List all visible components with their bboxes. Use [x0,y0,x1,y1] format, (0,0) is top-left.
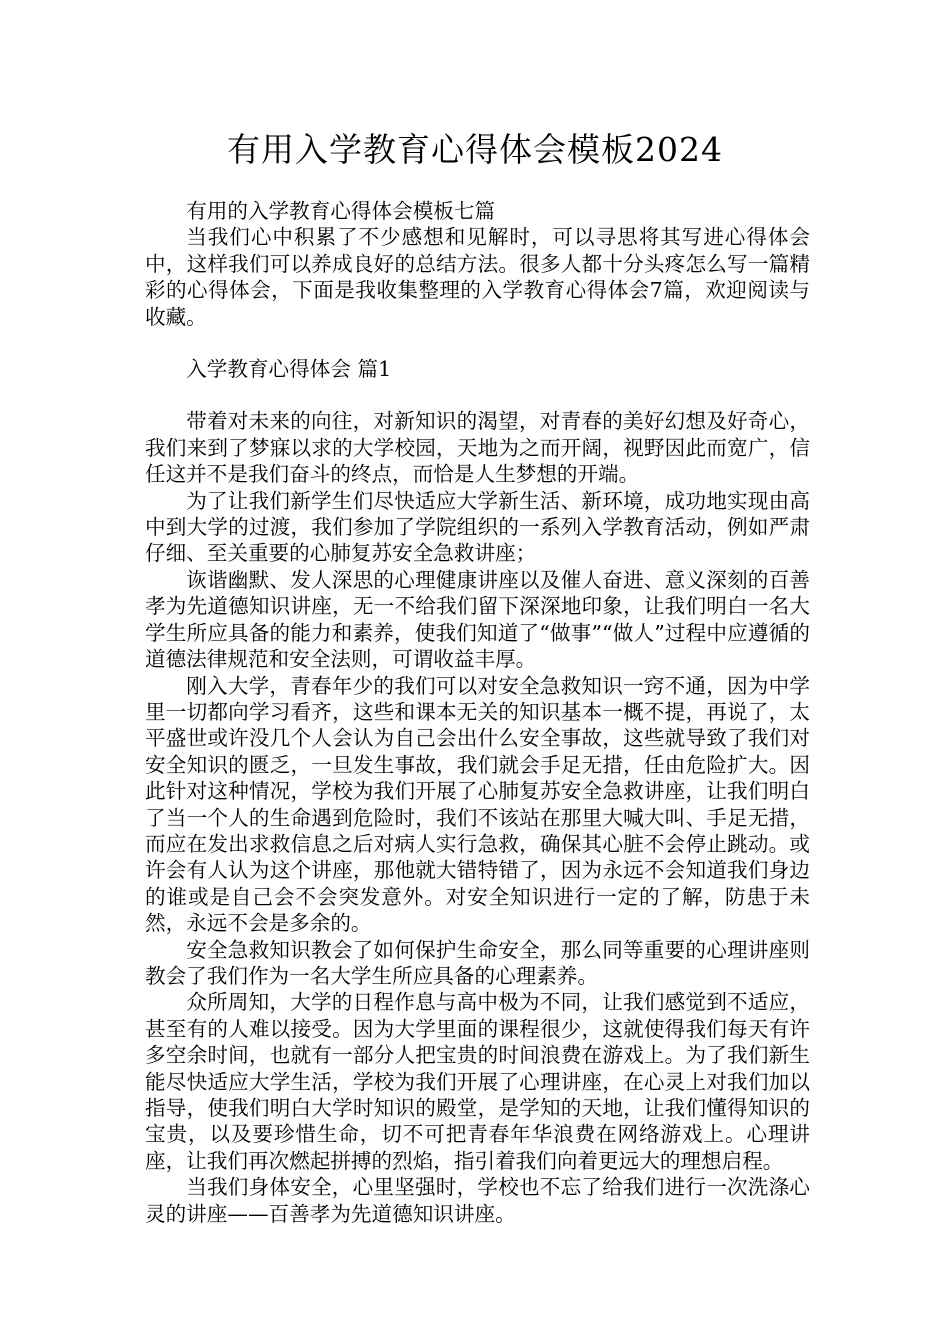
document-title: 有用入学教育心得体会模板2024 [227,130,723,169]
body-paragraph: 当我们身体安全，心里坚强时，学校也不忘了给我们进行一次洗涤心灵的讲座——百善孝为先道德知识讲座。 [145,1175,810,1226]
intro-paragraph: 当我们心中积累了不少感想和见解时，可以寻思将其写进心得体会中，这样我们可以养成良好的总结方法。很多人都十分头疼怎么写一篇精彩的心得体会，下面是我收集整理的入学教育心得体会7篇，欢迎阅读与收藏。 [145,225,810,329]
body-paragraph: 众所周知，大学的日程作息与高中极为不同，让我们感觉到不适应，甚至有的人难以接受。因为大学里面的课程很少，这就使得我们每天有许多空余时间，也就有一部分人把宝贵的时间浪费在游戏上。为了我们新生能尽快适应大学生活，学校为我们开展了心理讲座，在心灵上对我们加以指导，使我们明白大学时知识的殿堂，是学知的天地，让我们懂得知识的宝贵，以及要珍惜生命，切不可把青春年华浪费在网络游戏上。心理讲座，让我们再次燃起拼搏的烈焰，指引着我们向着更远大的理想启程。 [145,990,810,1173]
document-body [145,198,810,1227]
body-paragraph: 为了让我们新学生们尽快适应大学新生活、新环境，成功地实现由高中到大学的过渡，我们参加了学院组织的一系列入学教育活动，例如严肃仔细、至关重要的心肺复苏安全急救讲座； [145,488,810,566]
body-paragraph: 刚入大学，青春年少的我们可以对安全急救知识一窍不通，因为中学里一切都向学习看齐，这些和课本无关的知识基本一概不提，再说了，太平盛世或许没几个人会认为自己会出什么安全事故，这些就导致了我们对安全知识的匮乏，一旦发生事故，我们就会手足无措，任由危险扩大。因此针对这种情况，学校为我们开展了心肺复苏安全急救讲座，让我们明白了当一个人的生命遇到危险时，我们不该站在那里大喊大叫、手足无措，而应在发出求救信息之后对病人实行急救，确保其心脏不会停止跳动。或许会有人认为这个讲座，那他就大错特错了，因为永远不会知道我们身边的谁或是自己会不会突发意外。对安全知识进行一定的了解，防患于未然，永远不会是多余的。 [145,673,810,936]
body-paragraph: 诙谐幽默、发人深思的心理健康讲座以及催人奋进、意义深刻的百善孝为先道德知识讲座，无一不给我们留下深深地印象，让我们明白一名大学生所应具备的能力和素养，使我们知道了“做事”“做人”过程中应遵循的道德法律规范和安全法则，可谓收益丰厚。 [145,567,810,672]
section-heading: 入学教育心得体会 篇1 [186,357,392,382]
document-subtitle: 有用的入学教育心得体会模板七篇 [186,199,496,223]
body-paragraph: 安全急救知识教会了如何保护生命安全，那么同等重要的心理讲座则教会了我们作为一名大学生所应具备的心理素养。 [145,937,810,988]
body-paragraph: 带着对未来的向往，对新知识的渴望，对青春的美好幻想及好奇心，我们来到了梦寐以求的大学校园，天地为之而开阔，视野因此而宽广，信任这并不是我们奋斗的终点，而恰是人生梦想的开端。 [145,409,810,487]
